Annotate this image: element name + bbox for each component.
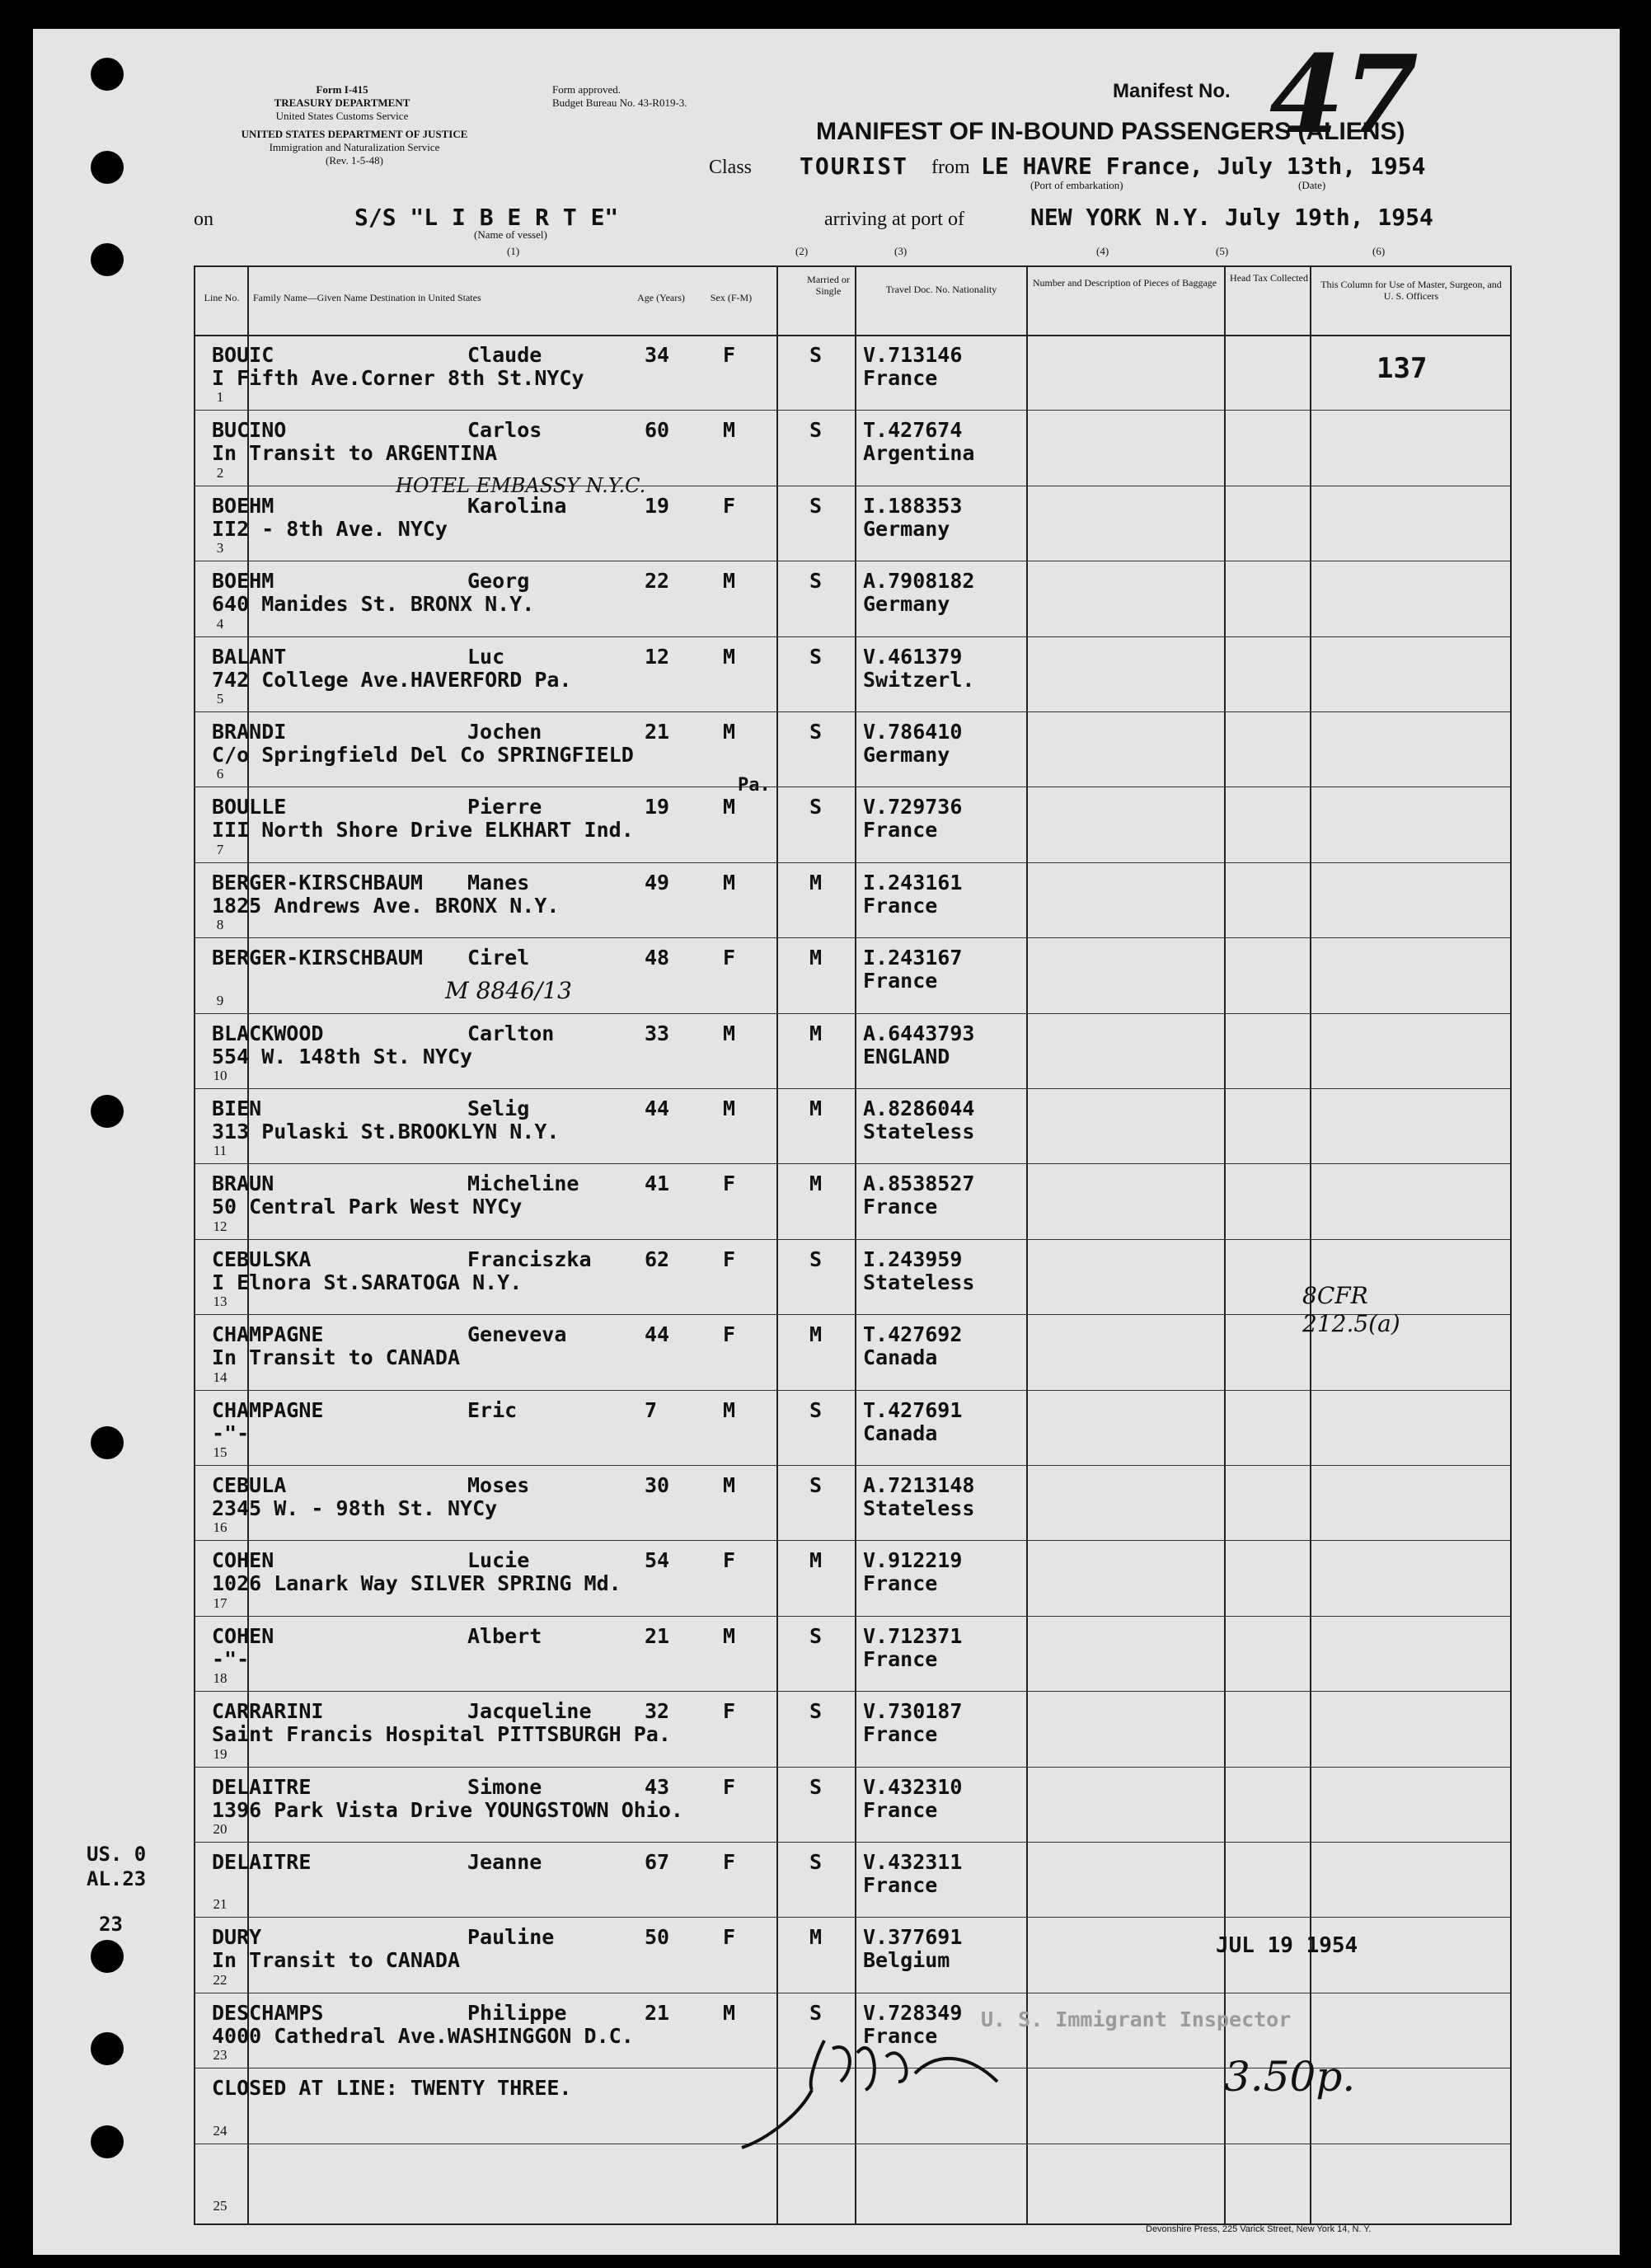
destination: In Transit to ARGENTINA	[212, 441, 498, 466]
destination: 2345 W. - 98th St. NYCy	[212, 1496, 498, 1520]
doj-header: UNITED STATES DEPARTMENT OF JUSTICE Immigration and Naturalization Service (Rev. 1-5-48)	[241, 128, 468, 167]
line-number: 8	[216, 917, 224, 933]
destination: -"-	[212, 1420, 250, 1445]
col-header-headtax: Head Tax Collected	[1230, 272, 1308, 284]
printer-credit: Devonshire Press, 225 Varick Street, New York 14, N. Y.	[1146, 2224, 1372, 2234]
line-number: 9	[216, 992, 224, 1008]
nationality: Germany	[863, 516, 950, 541]
age: 49	[645, 870, 670, 895]
given-name: Luc	[467, 644, 505, 669]
row-divider	[195, 1917, 1510, 1918]
travel-doc: V.729736	[863, 795, 963, 819]
nationality: ENGLAND	[863, 1044, 950, 1068]
age: 19	[645, 493, 670, 518]
nationality: Stateless	[863, 1270, 975, 1294]
row-divider	[195, 636, 1510, 637]
line-number: 15	[213, 1444, 227, 1460]
nationality: France	[863, 1722, 938, 1747]
family-name: CEBULA	[212, 1473, 287, 1497]
sex: M	[723, 795, 736, 819]
row-divider	[195, 1465, 1510, 1466]
age: 19	[645, 795, 670, 819]
family-name: BERGER-KIRSCHBAUM	[212, 870, 423, 895]
travel-doc: T.427674	[863, 418, 963, 443]
age: 43	[645, 1774, 670, 1799]
line-number: 11	[213, 1143, 227, 1159]
age: 34	[645, 343, 670, 367]
family-name: BUCINO	[212, 418, 287, 443]
nationality: Canada	[863, 1420, 938, 1445]
age: 30	[645, 1473, 670, 1497]
destination: C/o Springfield Del Co SPRINGFIELD	[212, 743, 634, 767]
margin-note: AL.23	[87, 1867, 147, 1890]
given-name: Carlos	[467, 418, 542, 443]
age: 21	[645, 2000, 670, 2025]
family-name: BRAUN	[212, 1172, 274, 1196]
sex: M	[723, 1021, 736, 1045]
nationality: France	[863, 1571, 938, 1596]
family-name: CHAMPAGNE	[212, 1322, 324, 1347]
marital-status: S	[809, 569, 823, 594]
col-header-name: Family Name—Given Name Destination in United States	[253, 292, 481, 303]
travel-doc: T.427692	[863, 1322, 963, 1347]
destination: I Fifth Ave.Corner 8th St.NYCy	[212, 366, 584, 390]
punch-hole	[91, 1426, 124, 1459]
family-name: BOEHM	[212, 493, 274, 518]
punch-hole	[91, 1940, 124, 1973]
family-name: BOULLE	[212, 795, 287, 819]
row-divider	[195, 1616, 1510, 1617]
line-number: 14	[213, 1369, 227, 1385]
nationality: France	[863, 366, 938, 390]
given-name: Geneveva	[467, 1322, 567, 1347]
row-divider	[195, 1390, 1510, 1391]
given-name: Moses	[467, 1473, 530, 1497]
line-number: 23	[213, 2047, 227, 2064]
sex: M	[723, 1473, 736, 1497]
row-divider	[195, 1239, 1510, 1240]
destination: -"-	[212, 1646, 250, 1671]
family-name: DELAITRE	[212, 1774, 312, 1799]
family-name: COHEN	[212, 1623, 274, 1648]
travel-doc: A.7213148	[863, 1473, 975, 1497]
vessel-value: S/S "L I B E R T E"	[354, 204, 619, 231]
destination: In Transit to CANADA	[212, 1345, 461, 1370]
row-divider	[195, 1842, 1510, 1843]
age: 21	[645, 720, 670, 744]
vessel-caption: (Name of vessel)	[474, 228, 547, 241]
sex: M	[723, 2000, 736, 2025]
sex: F	[723, 1925, 736, 1950]
age: 44	[645, 1322, 670, 1347]
nationality: France	[863, 1195, 938, 1219]
sex: F	[723, 343, 736, 367]
punch-hole	[91, 151, 124, 184]
destination: 1825 Andrews Ave. BRONX N.Y.	[212, 893, 560, 918]
arriving-label: arriving at port of	[824, 209, 964, 230]
marital-status: S	[809, 1774, 823, 1799]
punch-hole	[91, 1095, 124, 1128]
destination: III North Shore Drive ELKHART Ind.	[212, 818, 634, 843]
col-header-sex: Sex (F-M)	[710, 292, 753, 303]
nationality: Stateless	[863, 1496, 975, 1520]
nationality: France	[863, 818, 938, 843]
age: 44	[645, 1096, 670, 1120]
travel-doc: A.8538527	[863, 1172, 975, 1196]
col-header-officers: This Column for Use of Master, Surgeon, and U. S. Officers	[1320, 279, 1502, 302]
row-divider	[195, 711, 1510, 712]
sex: F	[723, 1699, 736, 1724]
sex: M	[723, 870, 736, 895]
marital-status: S	[809, 1397, 823, 1422]
travel-doc: A.8286044	[863, 1096, 975, 1120]
given-name: Georg	[467, 569, 530, 594]
marital-status: M	[809, 1096, 823, 1120]
port-caption: (Port of embarkation)	[1030, 179, 1123, 191]
given-name: Lucie	[467, 1548, 530, 1573]
travel-doc: I.188353	[863, 493, 963, 518]
marital-status: M	[809, 1925, 823, 1950]
line-number: 1	[216, 389, 224, 406]
line-number: 21	[213, 1896, 227, 1913]
sex: M	[723, 1397, 736, 1422]
marital-status: M	[809, 946, 823, 970]
sex: M	[723, 418, 736, 443]
age: 12	[645, 644, 670, 669]
inspector-signature	[734, 1991, 1014, 2156]
line-number: 20	[213, 1821, 227, 1837]
travel-doc: V.728349	[863, 2000, 963, 2025]
destination: 4000 Cathedral Ave.WASHINGGON D.C.	[212, 2023, 634, 2048]
marital-status: M	[809, 1172, 823, 1196]
marital-status: S	[809, 1699, 823, 1724]
age: 48	[645, 946, 670, 970]
given-name: Karolina	[467, 493, 567, 518]
nationality: France	[863, 2023, 938, 2048]
marital-status: M	[809, 1322, 823, 1347]
class-label: Class	[709, 157, 753, 178]
line-number: 7	[216, 841, 224, 857]
manifest-number: 47	[1269, 31, 1419, 157]
passenger-table	[194, 265, 1512, 2225]
col-number: (3)	[894, 245, 908, 257]
manifest-title: MANIFEST OF IN-BOUND PASSENGERS (ALIENS)	[816, 118, 1405, 145]
marital-status: S	[809, 493, 823, 518]
given-name: Jochen	[467, 720, 542, 744]
nationality: Canada	[863, 1345, 938, 1370]
age: 7	[645, 1397, 658, 1422]
nationality: Germany	[863, 592, 950, 617]
nationality: Belgium	[863, 1948, 950, 1973]
destination: In Transit to CANADA	[212, 1948, 461, 1973]
given-name: Jacqueline	[467, 1699, 592, 1724]
officer-note-row1: 137	[1377, 352, 1428, 385]
nationality: Stateless	[863, 1120, 975, 1143]
marital-status: S	[809, 720, 823, 744]
sex: F	[723, 1322, 736, 1347]
marital-status: M	[809, 1021, 823, 1045]
line-number: 19	[213, 1745, 227, 1762]
given-name: Carlton	[467, 1021, 555, 1045]
col-header-line: Line No.	[204, 292, 240, 303]
given-name: Selig	[467, 1096, 530, 1120]
row-divider	[195, 1163, 1510, 1164]
family-name: CHAMPAGNE	[212, 1397, 324, 1422]
family-name: CEBULSKA	[212, 1247, 312, 1271]
nationality: Argentina	[863, 441, 975, 466]
sex: F	[723, 1774, 736, 1799]
col-header-baggage: Number and Description of Pieces of Baggage	[1032, 277, 1217, 289]
destination: Saint Francis Hospital PITTSBURGH Pa.	[212, 1722, 671, 1747]
on-label: on	[194, 209, 213, 230]
destination: 640 Manides St. BRONX N.Y.	[212, 592, 535, 617]
travel-doc: V.912219	[863, 1548, 963, 1573]
margin-note: 23	[99, 1913, 123, 1936]
punch-hole	[91, 2125, 124, 2158]
age: 33	[645, 1021, 670, 1045]
family-name: BALANT	[212, 644, 287, 669]
col-number: (6)	[1372, 245, 1386, 257]
line-number: 2	[216, 464, 224, 481]
sex: F	[723, 1247, 736, 1271]
from-label: from	[931, 157, 970, 178]
sex: M	[723, 644, 736, 669]
col-header-age: Age (Years)	[637, 292, 685, 303]
margin-note: US. 0	[87, 1843, 147, 1866]
from-value: LE HAVRE France, July 13th, 1954	[981, 153, 1426, 180]
nationality: France	[863, 969, 938, 993]
given-name: Pauline	[467, 1925, 555, 1950]
given-name: Jeanne	[467, 1850, 542, 1874]
approval-note: Form approved. Budget Bureau No. 43-R019-3.	[552, 83, 687, 109]
given-name: Eric	[467, 1397, 518, 1422]
row-divider	[195, 410, 1510, 411]
age: 62	[645, 1247, 670, 1271]
col-number: (1)	[507, 245, 520, 257]
handwritten-8cfr: 8CFR 212.5(a)	[1302, 1282, 1400, 1337]
given-name: Franciszka	[467, 1247, 592, 1271]
travel-doc: A.7908182	[863, 569, 975, 594]
line-number: 4	[216, 615, 224, 632]
given-name: Claude	[467, 343, 542, 367]
family-name: DELAITRE	[212, 1850, 312, 1874]
line-number: 3	[216, 540, 224, 556]
row-divider	[195, 937, 1510, 938]
family-name: COHEN	[212, 1548, 274, 1573]
handwritten-row9: M 8846/13	[445, 977, 572, 1004]
family-name: BIEN	[212, 1096, 262, 1120]
inspector-label: U. S. Immigrant Inspector	[981, 2007, 1292, 2031]
sex: F	[723, 1548, 736, 1573]
row-divider	[195, 1540, 1510, 1541]
given-name: Philippe	[467, 2000, 567, 2025]
manifest-page	[33, 29, 1620, 2255]
marital-status: S	[809, 1247, 823, 1271]
col-header-travel: Travel Doc. No. Nationality	[885, 284, 997, 295]
row6-extra: Pa.	[738, 775, 771, 796]
given-name: Manes	[467, 870, 530, 895]
marital-status: S	[809, 1473, 823, 1497]
travel-doc: V.432310	[863, 1774, 963, 1799]
marital-status: S	[809, 795, 823, 819]
sex: M	[723, 569, 736, 594]
marital-status: S	[809, 644, 823, 669]
destination: 742 College Ave.HAVERFORD Pa.	[212, 667, 572, 692]
line-number: 5	[216, 691, 224, 707]
col-number: (2)	[795, 245, 809, 257]
row-divider	[195, 862, 1510, 863]
form-id: Form I-415 TREASURY DEPARTMENT United States Customs Service	[274, 83, 410, 122]
signature-fee: 3.50p.	[1224, 2053, 1356, 2101]
nationality: Germany	[863, 743, 950, 767]
handwritten-hotel: HOTEL EMBASSY N.Y.C.	[396, 474, 646, 497]
nationality: France	[863, 1797, 938, 1822]
line-number: 10	[213, 1068, 227, 1083]
col-number: (4)	[1096, 245, 1109, 257]
arrival-value: NEW YORK N.Y. July 19th, 1954	[1030, 204, 1433, 231]
given-name: Albert	[467, 1623, 542, 1648]
travel-doc: V.712371	[863, 1623, 963, 1648]
marital-status: M	[809, 1548, 823, 1573]
marital-status: S	[809, 418, 823, 443]
class-value: TOURIST	[800, 153, 909, 180]
line-number: 25	[213, 2198, 227, 2214]
family-name: BRANDI	[212, 720, 287, 744]
destination: 313 Pulaski St.BROOKLYN N.Y.	[212, 1120, 560, 1143]
nationality: France	[863, 1873, 938, 1897]
nationality: France	[863, 893, 938, 918]
travel-doc: I.243959	[863, 1247, 963, 1271]
travel-doc: T.427691	[863, 1397, 963, 1422]
row-divider	[195, 1013, 1510, 1014]
destination: 1026 Lanark Way SILVER SPRING Md.	[212, 1571, 621, 1596]
family-name: BLACKWOOD	[212, 1021, 324, 1045]
destination: 554 W. 148th St. NYCy	[212, 1044, 473, 1068]
marital-status: S	[809, 343, 823, 367]
age: 60	[645, 418, 670, 443]
sex: F	[723, 946, 736, 970]
line-number: 24	[213, 2122, 227, 2139]
arrival-stamp: JUL 19 1954	[1216, 1933, 1358, 1958]
sex: F	[723, 493, 736, 518]
line-number: 13	[213, 1294, 227, 1310]
row-divider	[195, 1691, 1510, 1692]
given-name: Simone	[467, 1774, 542, 1799]
destination: 1396 Park Vista Drive YOUNGSTOWN Ohio.	[212, 1797, 683, 1822]
manifest-label: Manifest No.	[1113, 80, 1231, 102]
marital-status: S	[809, 2000, 823, 2025]
age: 22	[645, 569, 670, 594]
marital-status: S	[809, 1850, 823, 1874]
row-divider	[195, 1767, 1510, 1768]
family-name: CARRARINI	[212, 1699, 324, 1724]
age: 21	[645, 1623, 670, 1648]
col-number: (5)	[1216, 245, 1229, 257]
sex: F	[723, 1850, 736, 1874]
sex: F	[723, 1172, 736, 1196]
age: 32	[645, 1699, 670, 1724]
line-number: 17	[213, 1594, 227, 1611]
travel-doc: V.730187	[863, 1699, 963, 1724]
age: 54	[645, 1548, 670, 1573]
travel-doc: V.377691	[863, 1925, 963, 1950]
line-number: 12	[213, 1218, 227, 1234]
travel-doc: V.432311	[863, 1850, 963, 1874]
given-name: Cirel	[467, 946, 530, 970]
travel-doc: A.6443793	[863, 1021, 975, 1045]
punch-hole	[91, 58, 124, 91]
punch-hole	[91, 243, 124, 276]
line-number: 16	[213, 1519, 227, 1536]
line-number: 18	[213, 1670, 227, 1687]
col-header-married: Married or Single	[807, 274, 850, 297]
travel-doc: I.243161	[863, 870, 963, 895]
sex: M	[723, 1096, 736, 1120]
line-number: 6	[216, 766, 224, 782]
given-name: Pierre	[467, 795, 542, 819]
family-name: BOEHM	[212, 569, 274, 594]
age: 50	[645, 1925, 670, 1950]
destination: 50 Central Park West NYCy	[212, 1195, 523, 1219]
given-name: Micheline	[467, 1172, 579, 1196]
travel-doc: V.461379	[863, 644, 963, 669]
travel-doc: V.786410	[863, 720, 963, 744]
nationality: France	[863, 1646, 938, 1671]
travel-doc: I.243167	[863, 946, 963, 970]
sex: M	[723, 720, 736, 744]
family-name: CLOSED AT LINE: TWENTY THREE.	[212, 2076, 572, 2101]
marital-status: S	[809, 1623, 823, 1648]
family-name: DURY	[212, 1925, 262, 1950]
travel-doc: V.713146	[863, 343, 963, 367]
nationality: Switzerl.	[863, 667, 975, 692]
destination: I Elnora St.SARATOGA N.Y.	[212, 1270, 523, 1294]
punch-hole	[91, 2032, 124, 2065]
date-caption: (Date)	[1298, 179, 1326, 191]
age: 41	[645, 1172, 670, 1196]
family-name: BERGER-KIRSCHBAUM	[212, 946, 423, 970]
family-name: BOUIC	[212, 343, 274, 367]
row-divider	[195, 1088, 1510, 1089]
sex: M	[723, 1623, 736, 1648]
family-name: DESCHAMPS	[212, 2000, 324, 2025]
destination: II2 - 8th Ave. NYCy	[212, 516, 448, 541]
line-number: 22	[213, 1971, 227, 1988]
marital-status: M	[809, 870, 823, 895]
age: 67	[645, 1850, 670, 1874]
